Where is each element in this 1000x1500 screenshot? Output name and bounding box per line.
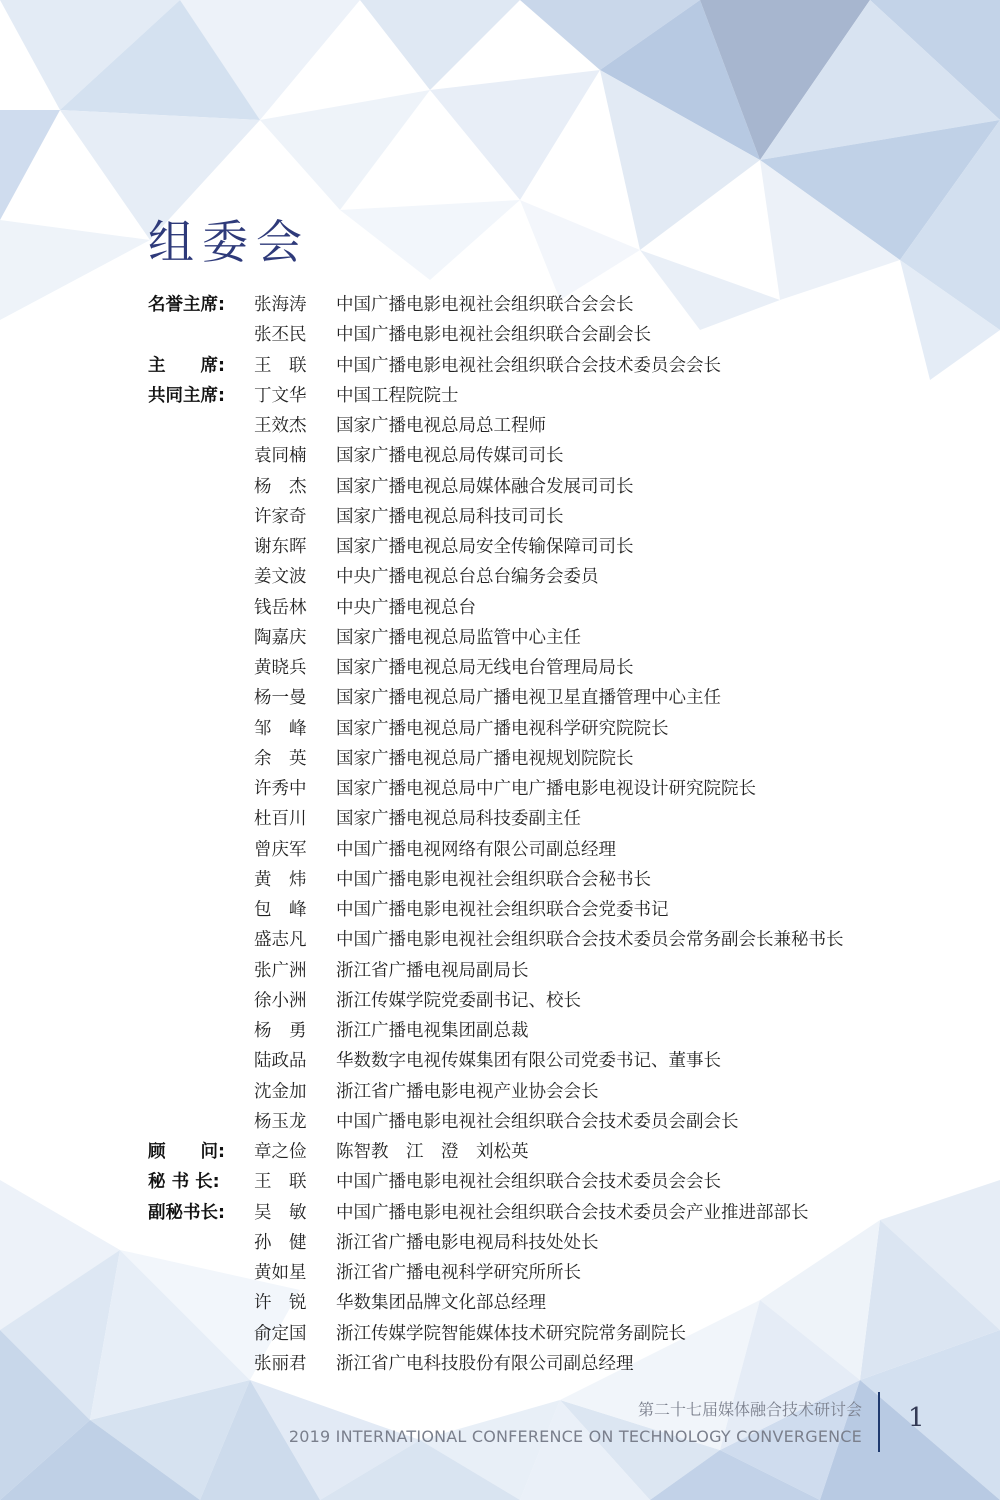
member-row [148, 502, 968, 532]
member-row [148, 865, 968, 895]
footer-conference-en: 2019 INTERNATIONAL CONFERENCE ON TECHNOLOGY CONVERGENCE [288, 1427, 862, 1446]
member-role: 主 席: [148, 355, 225, 376]
member-position: 国家广播电视总局传媒司司长 [336, 446, 564, 467]
member-role: 名誉主席: [148, 295, 225, 315]
member-row [148, 683, 968, 713]
member-name: 王 联 [254, 355, 307, 376]
member-position: 陈智教 江 澄 刘松英 [336, 1142, 529, 1162]
member-name: 孙 健 [254, 1232, 307, 1253]
member-name: 盛志凡 [254, 930, 307, 951]
member-name: 陆政品 [254, 1051, 307, 1072]
member-position: 中国广播电视网络有限公司副总经理 [336, 839, 616, 860]
page-number: 1 [908, 1403, 925, 1433]
member-position: 中国广播电影电视社会组织联合会技术委员会副会长 [336, 1111, 739, 1132]
member-role: 顾 问: [148, 1142, 225, 1162]
member-row [148, 774, 968, 804]
member-name: 张丽君 [254, 1353, 307, 1374]
member-position: 国家广播电视总局中广电广播电影电视设计研究院院长 [336, 779, 756, 799]
member-row [148, 1107, 968, 1137]
member-name: 丁文华 [254, 385, 307, 406]
member-name: 俞定国 [254, 1323, 307, 1344]
member-row [148, 1137, 968, 1167]
member-position: 国家广播电视总局安全传输保障司司长 [336, 537, 634, 557]
member-row [148, 1167, 968, 1197]
member-position: 中国广播电影电视社会组织联合会技术委员会会长 [336, 1172, 721, 1193]
member-name: 姜文波 [254, 567, 307, 588]
member-row [148, 956, 968, 986]
page-title: 组委会 [148, 215, 310, 269]
member-position: 国家广播电视总局媒体融合发展司司长 [336, 476, 634, 497]
member-row [148, 804, 968, 834]
member-row [148, 714, 968, 744]
member-name: 谢东晖 [254, 537, 307, 557]
member-position: 浙江省广播电影电视产业协会会长 [336, 1081, 599, 1102]
member-name: 沈金加 [254, 1081, 307, 1102]
member-row [148, 290, 968, 320]
member-position: 国家广播电视总局总工程师 [336, 416, 546, 436]
member-name: 余 英 [254, 748, 307, 769]
member-name: 黄 炜 [254, 869, 307, 890]
member-position: 中国广播电影电视社会组织联合会副会长 [336, 325, 651, 346]
member-name: 杨玉龙 [254, 1111, 307, 1132]
member-position: 华数数字电视传媒集团有限公司党委书记、董事长 [336, 1051, 721, 1072]
member-name: 许家奇 [254, 506, 307, 527]
member-position: 国家广播电视总局广播电视规划院院长 [336, 748, 634, 769]
member-name: 曾庆军 [254, 839, 307, 860]
member-row [148, 441, 968, 471]
footer-divider [878, 1392, 880, 1452]
member-position: 浙江省广播电视科学研究所所长 [336, 1263, 581, 1283]
member-role: 秘 书 长: [148, 1172, 220, 1193]
member-name: 章之俭 [254, 1142, 307, 1162]
member-row [148, 351, 968, 381]
member-position: 浙江传媒学院党委副书记、校长 [336, 990, 581, 1011]
member-name: 杨 勇 [254, 1021, 307, 1041]
member-position: 国家广播电视总局广播电视卫星直播管理中心主任 [336, 688, 721, 709]
member-row [148, 1258, 968, 1288]
member-row [148, 623, 968, 653]
member-position: 中国广播电影电视社会组织联合会秘书长 [336, 869, 651, 890]
member-name: 钱岳林 [254, 597, 307, 618]
member-row [148, 381, 968, 411]
member-name: 黄如星 [254, 1263, 307, 1283]
member-name: 张丕民 [254, 325, 307, 346]
member-position: 国家广播电视总局无线电台管理局局长 [336, 658, 634, 678]
member-row [148, 593, 968, 623]
member-position: 浙江省广播电视局副局长 [336, 960, 529, 981]
member-row [148, 653, 968, 683]
member-row [148, 1228, 968, 1258]
member-name: 许 锐 [254, 1293, 307, 1314]
member-position: 中国工程院院士 [336, 385, 459, 406]
member-name: 张海涛 [254, 295, 307, 315]
member-name: 王效杰 [254, 416, 307, 436]
member-name: 张广洲 [254, 960, 307, 981]
member-name: 杨一曼 [254, 688, 307, 709]
footer-conference-cn: 第二十七届媒体融合技术研讨会 [637, 1400, 862, 1419]
member-name: 包 峰 [254, 900, 307, 920]
committee-list [148, 290, 968, 1379]
member-row [148, 1288, 968, 1318]
member-position: 中央广播电视总台 [336, 597, 476, 618]
member-name: 陶嘉庆 [254, 627, 307, 648]
member-position: 中央广播电视总台总台编务会委员 [336, 567, 599, 588]
member-name: 邹 峰 [254, 718, 307, 739]
member-row [148, 1198, 968, 1228]
member-position: 中国广播电影电视社会组织联合会党委书记 [336, 900, 669, 920]
member-position: 浙江省广电科技股份有限公司副总经理 [336, 1353, 634, 1374]
member-role: 共同主席: [148, 385, 225, 406]
member-row [148, 986, 968, 1016]
member-name: 吴 敏 [254, 1202, 307, 1223]
member-row [148, 1077, 968, 1107]
member-row [148, 411, 968, 441]
member-name: 杨 杰 [254, 476, 307, 497]
member-row [148, 320, 968, 350]
member-row [148, 532, 968, 562]
member-position: 华数集团品牌文化部总经理 [336, 1293, 546, 1314]
member-row [148, 835, 968, 865]
member-row [148, 562, 968, 592]
member-role: 副秘书长: [148, 1202, 225, 1223]
member-row [148, 744, 968, 774]
member-row [148, 1046, 968, 1076]
member-row [148, 1319, 968, 1349]
member-name: 徐小洲 [254, 990, 307, 1011]
member-position: 浙江广播电视集团副总裁 [336, 1021, 529, 1041]
member-name: 许秀中 [254, 779, 307, 799]
member-name: 袁同楠 [254, 446, 307, 467]
member-position: 中国广播电影电视社会组织联合会技术委员会常务副会长兼秘书长 [336, 930, 844, 951]
member-row [148, 925, 968, 955]
member-position: 中国广播电影电视社会组织联合会技术委员会会长 [336, 355, 721, 376]
member-position: 国家广播电视总局科技委副主任 [336, 809, 581, 830]
member-position: 中国广播电影电视社会组织联合会技术委员会产业推进部部长 [336, 1202, 809, 1223]
member-row [148, 1349, 968, 1379]
member-position: 国家广播电视总局监管中心主任 [336, 627, 581, 648]
member-row [148, 1016, 968, 1046]
member-position: 国家广播电视总局广播电视科学研究院院长 [336, 718, 669, 739]
member-position: 浙江省广播电影电视局科技处处长 [336, 1232, 599, 1253]
member-name: 王 联 [254, 1172, 307, 1193]
member-row [148, 895, 968, 925]
member-row [148, 472, 968, 502]
member-position: 浙江传媒学院智能媒体技术研究院常务副院长 [336, 1323, 686, 1344]
member-name: 杜百川 [254, 809, 307, 830]
member-position: 中国广播电影电视社会组织联合会会长 [336, 295, 634, 315]
member-position: 国家广播电视总局科技司司长 [336, 506, 564, 527]
member-name: 黄晓兵 [254, 658, 307, 678]
